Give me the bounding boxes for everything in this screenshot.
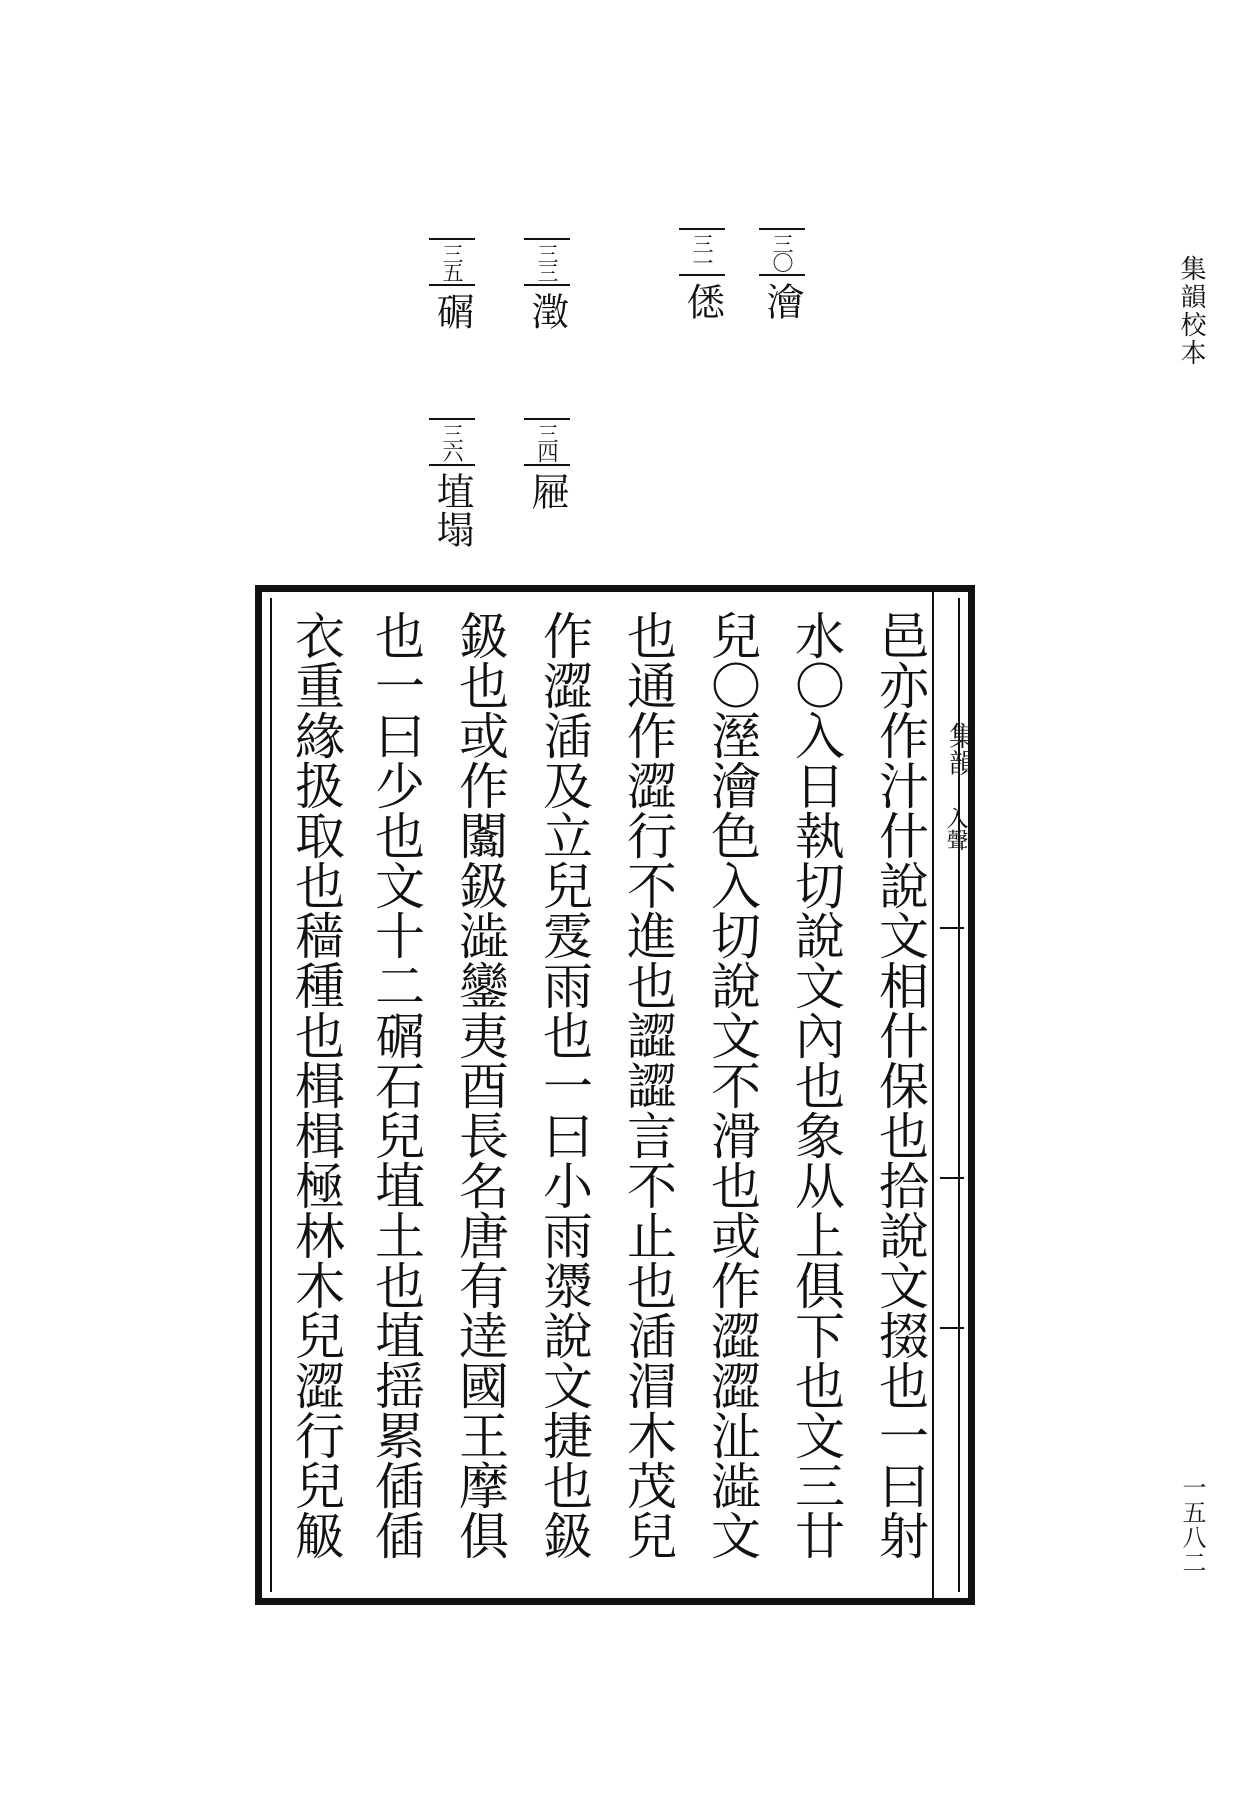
- edge-rule: [940, 1177, 964, 1179]
- edge-label: 集韻: [944, 722, 975, 776]
- text-column: 也一曰少也文十二碿石兒埴土也埴揺累偛偛: [367, 610, 425, 1560]
- note-char: 澂: [525, 292, 569, 330]
- text-column: 衣重緣扱取也穑種也楫楫極林木兒澀行兒觙: [287, 610, 345, 1560]
- note-number: 三〇: [759, 228, 805, 276]
- note-char: 屜: [525, 472, 569, 510]
- note-char: 僁: [680, 282, 724, 320]
- collation-note: [429, 418, 475, 548]
- page-number: 一五八二: [1178, 1475, 1206, 1575]
- edge-rule: [940, 927, 964, 929]
- note-number: 三一: [679, 228, 725, 276]
- collation-note: [524, 418, 570, 510]
- edge-sub-label: 入聲: [943, 807, 968, 851]
- note-char: 碿: [430, 292, 474, 330]
- collation-note: [679, 228, 725, 320]
- note-number: 三四: [524, 418, 570, 466]
- text-column: 兒〇溼澮色入切說文不滑也或作澀澀沚澁文: [703, 610, 761, 1560]
- woodblock-text-frame: [255, 585, 975, 1605]
- text-column: 水〇入日執切說文內也象从上俱下也文三廿: [787, 610, 845, 1560]
- running-title: 集韻校本: [1176, 255, 1206, 367]
- text-column: 作澀㴙及立兒雭雨也一曰小雨㵗說文捷也鈒: [535, 610, 593, 1560]
- note-number: 三三: [524, 238, 570, 286]
- note-char: 澮: [760, 282, 804, 320]
- text-column: 鈒也或作闟鈒澁鑾夷酉長名唐有逹國王摩俱: [451, 610, 509, 1560]
- collation-note: [759, 228, 805, 320]
- text-column: 邑亦作汁什說文相什保也拾說文掇也一曰射: [871, 610, 929, 1560]
- edge-rule: [940, 1327, 964, 1329]
- text-column: 也通作澀行不進也譅譅言不止也㴙㴘木茂兒: [619, 610, 677, 1560]
- note-number: 三五: [429, 238, 475, 286]
- collation-note: [429, 238, 475, 330]
- note-number: 三六: [429, 418, 475, 466]
- note-char: 埴塌: [430, 472, 474, 548]
- collation-note: [524, 238, 570, 330]
